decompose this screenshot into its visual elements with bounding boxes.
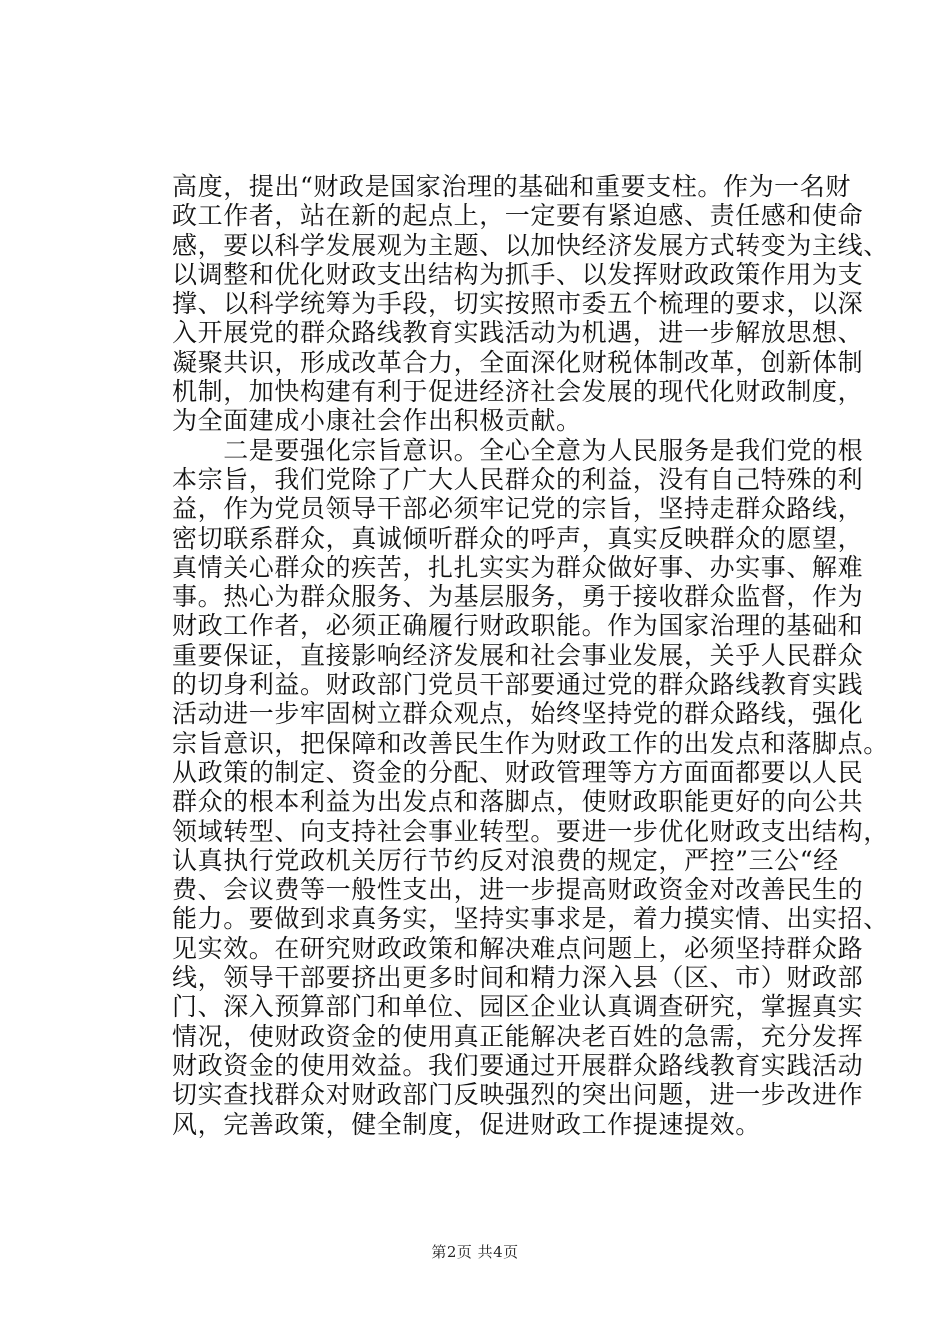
- text-line: 门、深入预算部门和单位、园区企业认真调查研究，掌握真实: [172, 992, 864, 1022]
- text-line: 线，领导干部要挤出更多时间和精力深入县（区、市）财政部: [172, 963, 864, 993]
- text-line: 风，完善政策，健全制度，促进财政工作提速提效。: [172, 1109, 761, 1139]
- text-line: 能力。要做到求真务实，坚持实事求是，着力摸实情、出实招、: [172, 904, 889, 934]
- text-line: 宗旨意识，把保障和改善民生作为财政工作的出发点和落脚点。: [172, 728, 889, 758]
- text-line: 密切联系群众，真诚倾听群众的呼声，真实反映群众的愿望，: [172, 523, 864, 553]
- text-line: 财政资金的使用效益。我们要通过开展群众路线教育实践活动: [172, 1050, 864, 1080]
- text-line: 费、会议费等一般性支出，进一步提高财政资金对改善民生的: [172, 875, 864, 905]
- text-line: 群众的根本利益为出发点和落脚点，使财政职能更好的向公共: [172, 787, 864, 817]
- page-number-label: 第2页 共4页: [431, 1243, 519, 1261]
- text-line: 撑、以科学统筹为手段，切实按照市委五个梳理的要求，以深: [172, 289, 864, 319]
- text-line: 事。热心为群众服务、为基层服务，勇于接收群众监督，作为: [172, 582, 864, 612]
- document-body: [172, 172, 889, 1139]
- text-line: 的切身利益。财政部门党员干部要通过党的群众路线教育实践: [172, 670, 864, 700]
- text-line: 为全面建成小康社会作出积极贡献。: [172, 406, 582, 436]
- text-line: 认真执行党政机关厉行节约反对浪费的规定，严控”三公“经: [172, 845, 839, 875]
- text-line: 重要保证，直接影响经济发展和社会事业发展，关乎人民群众: [172, 640, 864, 670]
- text-line: 凝聚共识，形成改革合力，全面深化财税体制改革，创新体制: [172, 347, 864, 377]
- text-line: 感，要以科学发展观为主题、以加快经济发展方式转变为主线、: [172, 230, 889, 260]
- text-line: 益，作为党员领导干部必须牢记党的宗旨，坚持走群众路线，: [172, 494, 864, 524]
- text-line: 财政工作者，必须正确履行财政职能。作为国家治理的基础和: [172, 611, 864, 641]
- text-line: 本宗旨，我们党除了广大人民群众的利益，没有自己特殊的利: [172, 464, 864, 494]
- paragraph-1: [172, 172, 889, 436]
- text-line: 见实效。在研究财政政策和解决难点问题上，必须坚持群众路: [172, 933, 864, 963]
- text-line: 政工作者，站在新的起点上，一定要有紧迫感、责任感和使命: [172, 201, 864, 231]
- text-line: 入开展党的群众路线教育实践活动为机遇，进一步解放思想、: [172, 318, 864, 348]
- text-line: 高度，提出“财政是国家治理的基础和重要支柱。作为一名财: [172, 172, 851, 201]
- text-line: 二是要强化宗旨意识。全心全意为人民服务是我们党的根: [172, 435, 864, 465]
- text-line: 从政策的制定、资金的分配、财政管理等方方面面都要以人民: [172, 757, 864, 787]
- text-line: 领域转型、向支持社会事业转型。要进一步优化财政支出结构，: [172, 816, 889, 846]
- text-line: 以调整和优化财政支出结构为抓手、以发挥财政政策作用为支: [172, 259, 864, 289]
- text-line: 切实查找群众对财政部门反映强烈的突出问题，进一步改进作: [172, 1080, 864, 1110]
- text-line: 真情关心群众的疾苦，扎扎实实为群众做好事、办实事、解难: [172, 552, 864, 582]
- text-line: 活动进一步牢固树立群众观点，始终坚持党的群众路线，强化: [172, 699, 864, 729]
- text-line: 机制，加快构建有利于促进经济社会发展的现代化财政制度，: [172, 377, 864, 407]
- text-line: 情况，使财政资金的使用真正能解决老百姓的急需，充分发挥: [172, 1021, 864, 1051]
- page-footer: [0, 1241, 950, 1262]
- paragraph-2: [172, 435, 889, 1139]
